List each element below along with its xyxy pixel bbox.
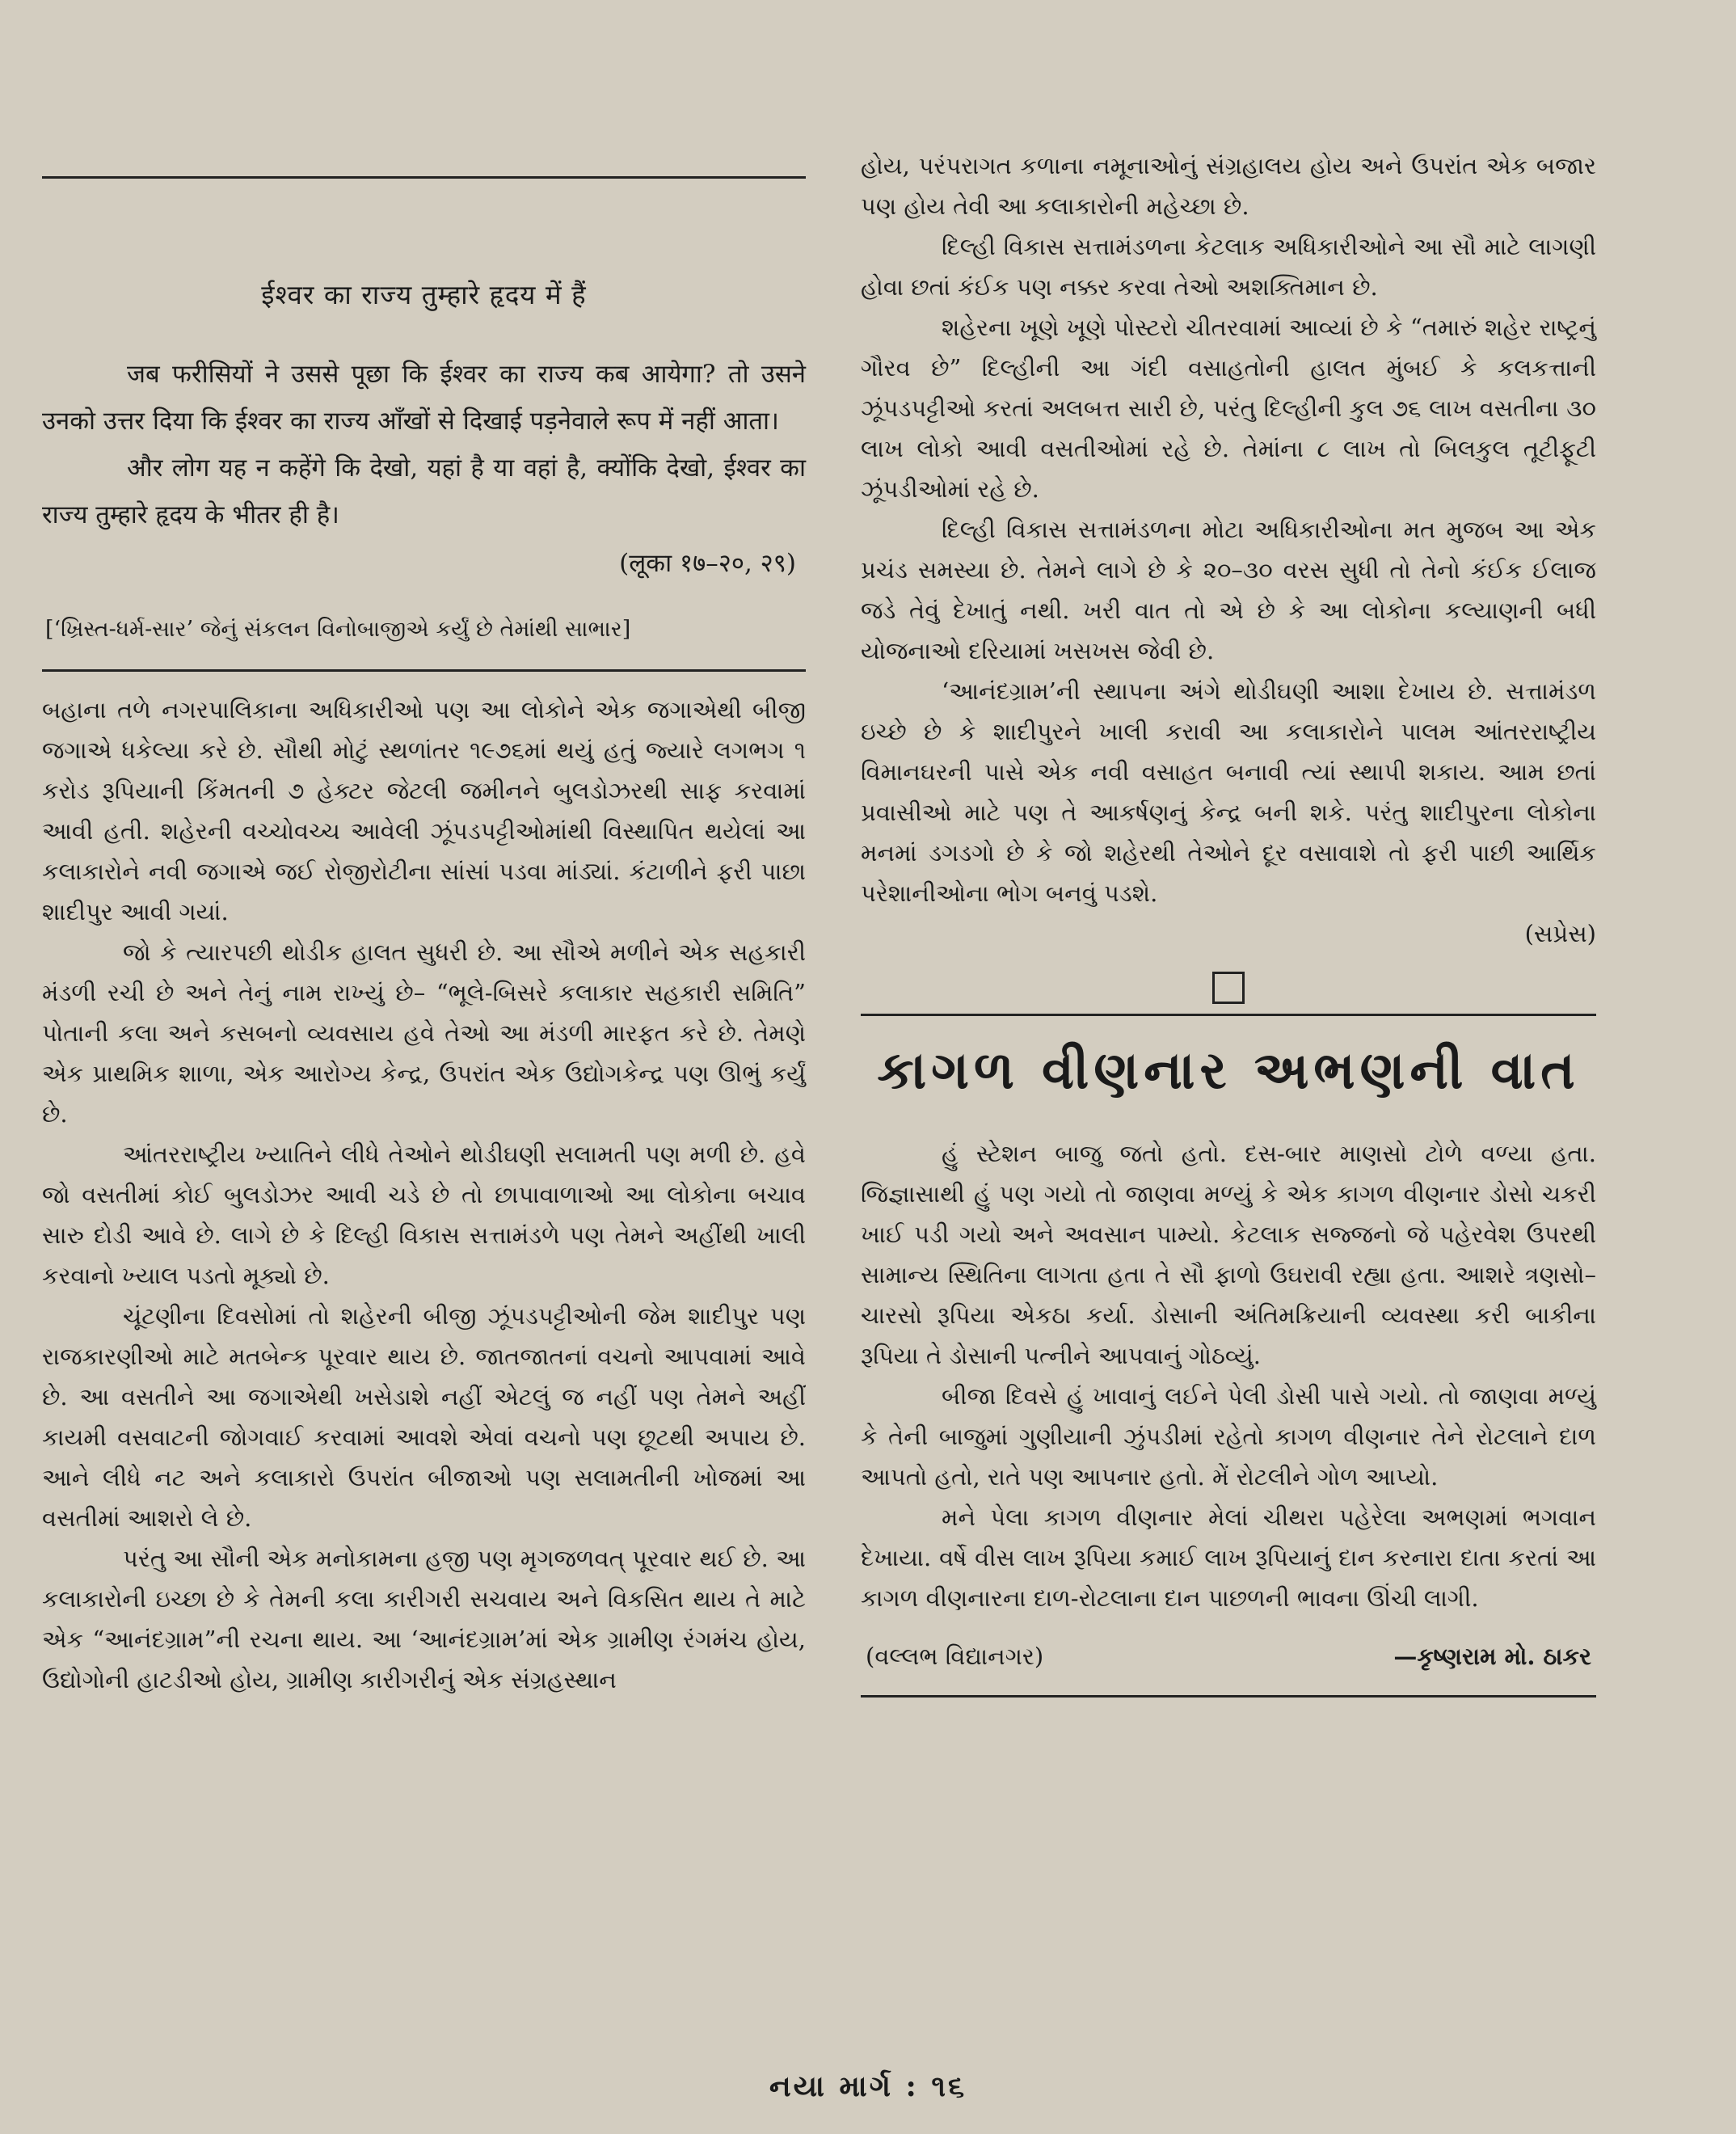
body-paragraph: દિલ્હી વિકાસ સત્તામંડળના મોટા અધિકારીઓના મત મુજબ આ એક પ્રચંડ સમસ્યા છે. તેમને લાગે છે કે ૨૦–૩૦ વરસ સુધી તો તેનો કંઈક ઈલાજ જડે તેવું દેખાતું નથી. ખરી વાત તો એ છે કે આ લોકોના કલ્યાણની બધી યોજનાઓ દરિયામાં ખસખસ જેવી છે. (861, 516, 1596, 664)
quote-bottom-rule (42, 669, 806, 672)
article-paragraph: હું સ્ટેશન બાજુ જતો હતો. દસ-બાર માણસો ટોળે વળ્યા હતા. જિજ્ઞાસાથી હું પણ ગયો તો જાણવા મળ્યું કે એક કાગળ વીણનાર ડોસો ચકરી ખાઈ પડી ગયો અને અવસાન પામ્યો. કેટલાક સજ્જનો જે પહેરવેશ ઉપરથી સામાન્ય સ્થિતિના લાગતા હતા તે સૌ ફાળો ઉઘરાવી રહ્યા હતા. આશરે ત્રણસો–ચારસો રૂપિયા એકઠા કર્યા. ડોસાની અંતિમક્રિયાની વ્યવસ્થા કરી બાકીના રૂપિયા તે ડોસાની પત્નીને આપવાનું ગોઠવ્યું. (861, 1140, 1596, 1369)
hindi-paragraph-2: और लोग यह न कहेंगे कि देखो, यहां है या वहां है, क्योंकि देखो, ईश्वर का राज्य तुम्हारे हृदय के भीतर ही है। (42, 453, 806, 529)
page-footer: નયા માર્ગ : ૧૬ (769, 2069, 967, 2103)
hindi-paragraph-1: जब फरीसियों ने उससे पूछा कि ईश्वर का राज्य कब आयेगा? तो उसने उनको उत्तर दिया कि ईश्वर का राज्य आँखों से दिखाई पड़नेवाले रूप में नहीं आता। (42, 360, 806, 436)
scripture-reference: (लूका १७–२०, २९) (619, 549, 796, 578)
left-column (42, 146, 806, 1700)
body-paragraph: પરંતુ આ સૌની એક મનોકામના હજી પણ મૃગજળવત્ પૂરવાર થઈ છે. આ કલાકારોની ઇચ્છા છે કે તેમની કલા કારીગરી સચવાય અને વિકસિત થાય તે માટે એક “આનંદગ્રામ”ની રચના થાય. આ ‘આનંદગ્રામ’માં એક ગ્રામીણ રંગમંચ હોય, ઉદ્યોગોની હાટડીઓ હોય, ગ્રામીણ કારીગરીનું એક સંગ્રહસ્થાન (42, 1545, 806, 1693)
body-paragraph: શહેરના ખૂણે ખૂણે પોસ્ટરો ચીતરવામાં આવ્યાં છે કે “તમારું શહેર રાષ્ટ્રનું ગૌરવ છે” દિલ્હીની આ ગંદી વસાહતોની હાલત મુંબઈ કે કલકત્તાની ઝૂંપડપટ્ટીઓ કરતાં અલબત્ત સારી છે, પરંતુ દિલ્હીની કુલ ૭૬ લાખ વસતીના ૩૦ લાખ લોકો આવી વસતીઓમાં રહે છે. તેમાંના ૮ લાખ તો બિલકુલ તૂટીફૂટી ઝૂંપડીઓમાં રહે છે. (861, 314, 1596, 503)
hindi-quote-title: ईश्वर का राज्य तुम्हारे हृदय में हैं (261, 279, 587, 310)
right-column (861, 146, 1596, 1698)
section-end-square-icon (1212, 972, 1245, 1004)
article-title: કાગળ વીણનાર અભણની વાત (877, 1040, 1580, 1101)
body-paragraph: દિલ્હી વિકાસ સત્તામંડળના કેટલાક અધિકારીઓને આ સૌ માટે લાગણી હોવા છતાં કંઈક પણ નક્કર કરવા તેઓ અશક્તિમાન છે. (861, 233, 1596, 301)
article-bottom-rule (861, 1695, 1596, 1698)
body-paragraph: હોય, પરંપરાગત કળાના નમૂનાઓનું સંગ્રહાલય હોય અને ઉપરાંત એક બજાર પણ હોય તેવી આ કલાકારોની મહેચ્છા છે. (861, 152, 1596, 220)
body-paragraph: આંતરરાષ્ટ્રીય ખ્યાતિને લીધે તેઓને થોડીઘણી સલામતી પણ મળી છે. હવે જો વસતીમાં કોઈ બુલડોઝર આવી ચડે છે તો છાપાવાળાઓ આ લોકોના બચાવ સારુ દોડી આવે છે. લાગે છે કે દિલ્હી વિકાસ સત્તામંડળે પણ તેમને અહીંથી ખાલી કરવાનો ખ્યાલ પડતો મૂક્યો છે. (42, 1141, 806, 1289)
top-rule-left (42, 176, 806, 179)
article-paragraph: મને પેલા કાગળ વીણનાર મેલાં ચીથરા પહેરેલા અભણમાં ભગવાન દેખાયા. વર્ષે વીસ લાખ રૂપિયા કમાઈ લાખ રૂપિયાનું દાન કરનારા દાતા કરતાં આ કાગળ વીણનારના દાળ-રોટલાના દાન પાછળની ભાવના ઊંચી લાગી. (861, 1504, 1596, 1612)
body-paragraph: બહાના તળે નગરપાલિકાના અધિકારીઓ પણ આ લોકોને એક જગાએથી બીજી જગાએ ધકેલ્યા કરે છે. સૌથી મોટું સ્થળાંતર ૧૯૭૬માં થયું હતું જ્યારે લગભગ ૧ કરોડ રૂપિયાની કિંમતની ૭ હેક્ટર જેટલી જમીનને બુલડોઝરથી સાફ કરવામાં આવી હતી. શહેરની વચ્ચોવચ્ચ આવેલી ઝૂંપડપટ્ટીઓમાંથી વિસ્થાપિત થયેલાં આ કલાકારોને નવી જગાએ જઈ રોજીરોટીના સાંસાં પડવા માંડ્યાં. કંટાળીને ફરી પાછા શાદીપુર આવી ગયાં. (42, 696, 806, 926)
body-paragraph: ચૂંટણીના દિવસોમાં તો શહેરની બીજી ઝૂંપડપટ્ટીઓની જેમ શાદીપુર પણ રાજકારણીઓ માટે મતબેન્ક પૂરવાર થાય છે. જાતજાતનાં વચનો આપવામાં આવે છે. આ વસતીને આ જગાએથી ખસેડાશે નહીં એટલું જ નહીં પણ તેમને અહીં કાયમી વસવાટની જોગવાઈ કરવામાં આવશે એવાં વચનો પણ છૂટથી અપાય છે. આને લીધે નટ અને કલાકારો ઉપરાંત બીજાઓ પણ સલામતીની ખોજમાં આ વસતીમાં આશરો લે છે. (42, 1302, 806, 1532)
article-top-rule (861, 1014, 1596, 1016)
source-sign: (સપ્રેસ) (1524, 920, 1596, 947)
byline-author: —કૃષ્ણરામ મો. ઠાકર (1393, 1643, 1591, 1670)
byline-place: (વલ્લભ વિદ્યાનગર) (866, 1643, 1044, 1670)
byline (861, 1643, 1596, 1695)
body-paragraph: ‘આનંદગ્રામ’ની સ્થાપના અંગે થોડીઘણી આશા દેખાય છે. સત્તામંડળ ઇચ્છે છે કે શાદીપુરને ખાલી કરાવી આ કલાકારોને પાલમ આંતરરાષ્ટ્રીય વિમાનઘરની પાસે એક નવી વસાહત બનાવી ત્યાં સ્થાપી શકાય. આમ છતાં પ્રવાસીઓ માટે પણ તે આકર્ષણનું કેન્દ્ર બની શકે. પરંતુ શાદીપુરના લોકોના મનમાં ડગડગો છે કે જો શહેરથી તેઓને દૂર વસાવાશે તો ફરી પાછી આર્થિક પરેશાનીઓના ભોગ બનવું પડશે. (861, 677, 1596, 907)
article-paragraph: બીજા દિવસે હું ખાવાનું લઈને પેલી ડોસી પાસે ગયો. તો જાણવા મળ્યું કે તેની બાજુમાં ગુણીયાની ઝુંપડીમાં રહેતો કાગળ વીણનાર તેને રોટલાને દાળ આપતો હતો, રાતે પણ આપનાર હતો. મેં રોટલીને ગોળ આપ્યો. (861, 1382, 1596, 1491)
body-paragraph: જો કે ત્યારપછી થોડીક હાલત સુધરી છે. આ સૌએ મળીને એક સહકારી મંડળી રચી છે અને તેનું નામ રાખ્યું છે– “ભૂલે-બિસરે કલાકાર સહકારી સમિતિ” પોતાની કલા અને કસબનો વ્યવસાય હવે તેઓ આ મંડળી મારફત કરે છે. તેમણે એક પ્રાથમિક શાળા, એક આરોગ્ય કેન્દ્ર, ઉપરાંત એક ઉદ્યોગકેન્દ્ર પણ ઊભું કર્યું છે. (42, 938, 806, 1128)
source-credit: [‘ખ્રિસ્ત-ધર્મ-સાર’ જેનું સંકલન વિનોબાજીએ કર્યું છે તેમાંથી સાભાર] (45, 617, 631, 642)
hindi-quote (42, 351, 806, 587)
